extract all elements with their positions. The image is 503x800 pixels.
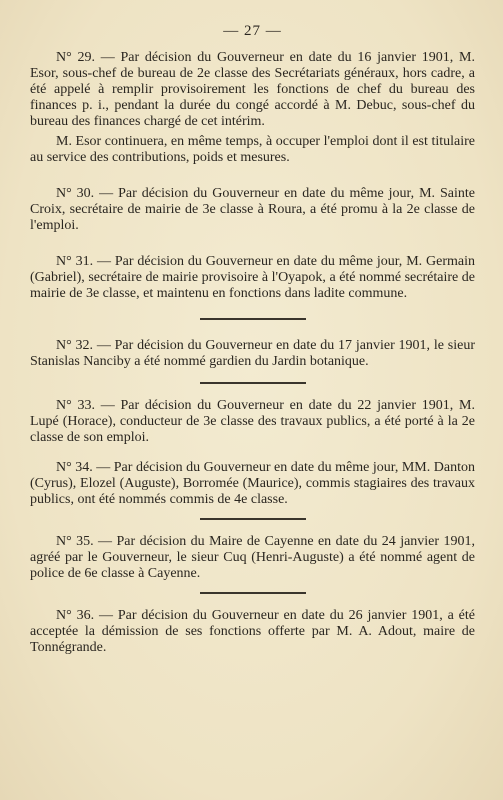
decision-29: N° 29. — Par décision du Gouverneur en date du 16 janvier 1901, M. Esor, sous-chef de bureau de 2e classe des Secrétariats généraux, hors cadre, a été appelé à remplir provisoirement les fonctions de chef du bureau des finances p. i., pendant la durée du congé accordé à M. Debuc, sous-chef du bureau des finances chargé de cet intérim.	[30, 50, 475, 129]
section-divider	[200, 592, 306, 594]
decision-36: N° 36. — Par décision du Gouverneur en date du 26 janvier 1901, a été acceptée la démission de ses fonctions offerte par M. A. Adout, maire de Tonnégrande.	[30, 608, 475, 655]
decision-34: N° 34. — Par décision du Gouverneur en date du même jour, MM. Danton (Cyrus), Elozel (Auguste), Borromée (Maurice), commis stagiaires des travaux publics, ont été nommés commis de 4e classe.	[30, 460, 475, 507]
decision-29-continuation: M. Esor continuera, en même temps, à occuper l'emploi dont il est titulaire au service des contributions, poids et mesures.	[30, 134, 475, 165]
decision-30: N° 30. — Par décision du Gouverneur en date du même jour, M. Sainte Croix, secrétaire de mairie de 3e classe à Roura, a été promu à la 2e classe de l'emploi.	[30, 186, 475, 233]
section-divider	[200, 318, 306, 320]
decision-32: N° 32. — Par décision du Gouverneur en date du 17 janvier 1901, le sieur Stanislas Nanciby a été nommé gardien du Jardin botanique.	[30, 338, 475, 369]
decision-33: N° 33. — Par décision du Gouverneur en date du 22 janvier 1901, M. Lupé (Horace), conducteur de 3e classe des travaux publics, a été porté à la 2e classe de son emploi.	[30, 398, 475, 445]
section-divider	[200, 382, 306, 384]
section-divider	[200, 518, 306, 520]
decision-35: N° 35. — Par décision du Maire de Cayenne en date du 24 janvier 1901, agréé par le Gouverneur, le sieur Cuq (Henri-Auguste) a été nommé agent de police de 6e classe à Cayenne.	[30, 534, 475, 581]
page-number: — 27 —	[223, 23, 282, 39]
decision-31: N° 31. — Par décision du Gouverneur en date du même jour, M. Germain (Gabriel), secrétaire de mairie provisoire à l'Oyapok, a été nommé secrétaire de mairie de 3e classe, et maintenu en fonctions dans ladite commune.	[30, 254, 475, 301]
